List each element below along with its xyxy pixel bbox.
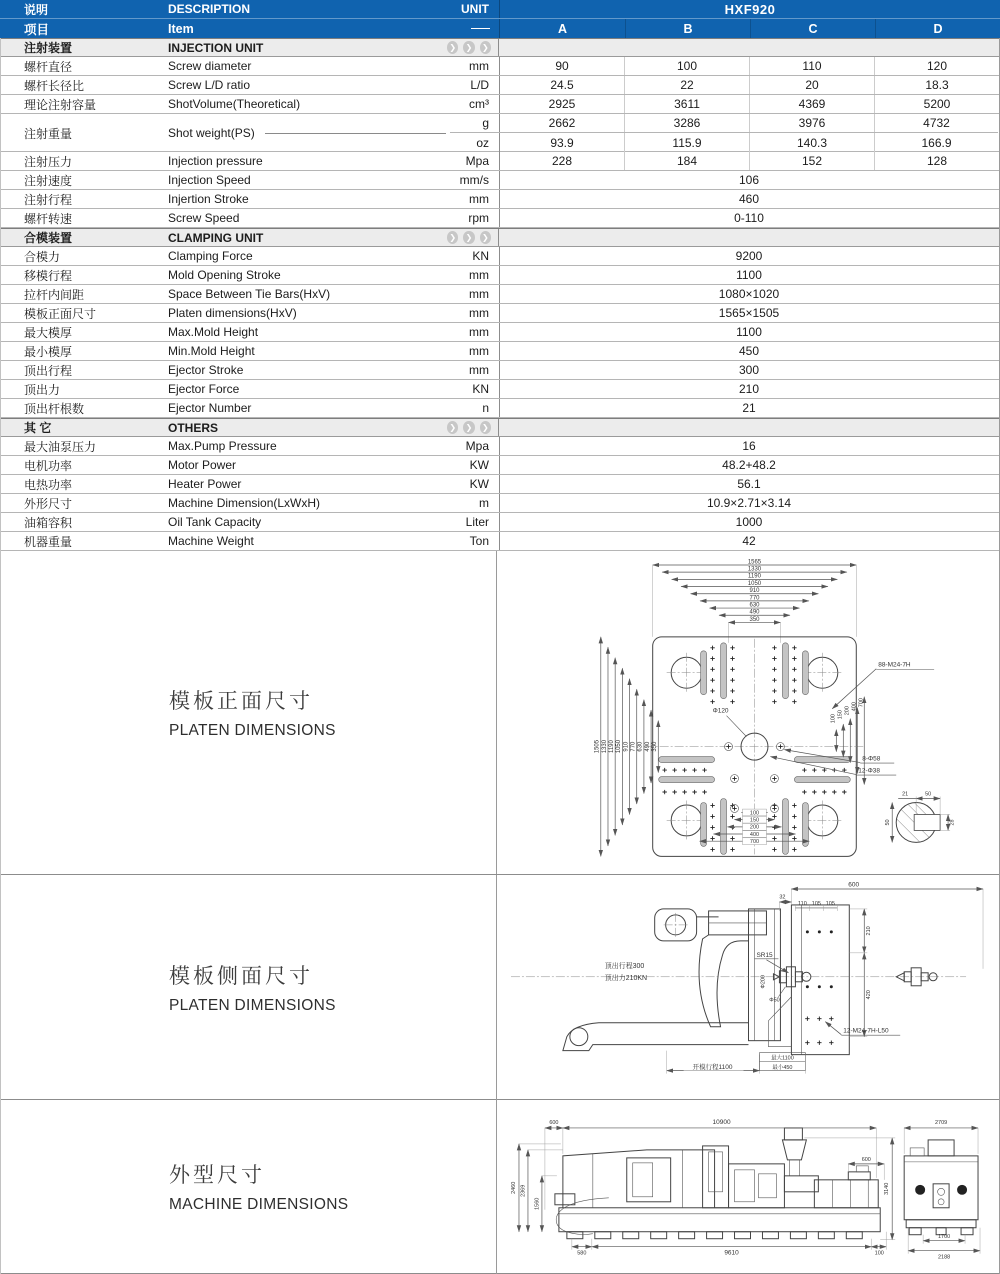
svg-text:490: 490: [749, 609, 760, 616]
row-label-en: Machine Weight: [168, 534, 254, 548]
value-d: 18.3: [925, 78, 949, 92]
svg-text:630: 630: [749, 602, 760, 609]
drawing-title-zh: 模板侧面尺寸: [169, 964, 313, 988]
row-label-zh: 螺杆直径: [24, 59, 73, 74]
svg-text:210: 210: [866, 926, 873, 936]
row-label-en: Injection pressure: [168, 154, 263, 168]
svg-text:110: 110: [798, 900, 807, 907]
row-unit: Mpa: [450, 152, 500, 170]
t-slot-detail-view: [864, 792, 956, 871]
row-label-en: Injection Speed: [168, 173, 251, 187]
drawing-canvas: [497, 875, 999, 1100]
row-label-zh: 机器重量: [24, 534, 73, 549]
table-row: [1, 152, 999, 171]
svg-text:10900: 10900: [712, 1118, 731, 1126]
svg-text:1700: 1700: [938, 1234, 951, 1241]
drawing-section-platen-side: [1, 875, 999, 1100]
value-c: 4369: [750, 95, 875, 113]
table-row: [1, 399, 999, 418]
svg-text:100: 100: [874, 1250, 884, 1257]
header-unit-dash: ——: [450, 19, 500, 38]
chevron-right-icon: ❯: [480, 41, 491, 54]
table-row: [1, 494, 999, 513]
clamping-mechanism-outline: [563, 909, 781, 1051]
spec-table-body: [0, 38, 1000, 551]
header-description: DESCRIPTION: [168, 2, 251, 16]
svg-text:Φ120: Φ120: [712, 707, 729, 715]
svg-text:顶出力210KN: 顶出力210KN: [604, 974, 648, 982]
svg-text:400: 400: [749, 831, 760, 838]
svg-text:12-Φ38: 12-Φ38: [858, 767, 880, 775]
row-label-en: Ejector Stroke: [168, 363, 244, 377]
svg-text:最大1100: 最大1100: [771, 1055, 794, 1062]
machine-end-view-outline: [904, 1140, 978, 1235]
row-unit: mm/s: [450, 171, 500, 189]
row-unit: mm: [450, 266, 500, 284]
value-span: 1080×1020: [718, 287, 780, 301]
row-label-en: Injertion Stroke: [168, 192, 249, 206]
svg-text:1560: 1560: [534, 1197, 541, 1210]
section-clamping-unit: [1, 228, 999, 247]
section-title-zh: 其 它: [24, 421, 52, 435]
row-unit: oz: [450, 133, 500, 152]
row-unit: KW: [450, 475, 500, 493]
row-label-zh: 顶出杆根数: [24, 401, 85, 416]
shot-weight-row-g: [450, 114, 998, 133]
row-unit: KW: [450, 456, 500, 474]
drawing-title-en: PLATEN DIMENSIONS: [169, 996, 336, 1014]
row-label-zh: 模板正面尺寸: [24, 306, 97, 321]
row-unit: Liter: [450, 513, 500, 531]
svg-text:700: 700: [858, 698, 865, 708]
table-row: [1, 285, 999, 304]
value-c: 3976: [750, 114, 875, 132]
svg-text:1505: 1505: [594, 739, 601, 754]
svg-text:Φ200: Φ200: [760, 975, 767, 989]
row-label-zh: 注射速度: [24, 173, 73, 188]
row-label-en: Clamping Force: [168, 249, 253, 263]
value-a: 24.5: [500, 76, 625, 94]
section-title-zh: 注射装置: [24, 41, 73, 55]
shot-weight-values: [450, 114, 998, 152]
row-label-zh: 电机功率: [24, 458, 73, 473]
value-d: 5200: [923, 97, 951, 111]
row-label-en: Oil Tank Capacity: [168, 515, 262, 529]
value-span: 10.9×2.71×3.14: [706, 496, 792, 510]
row-label-zh: 注射重量: [24, 126, 73, 141]
table-row: [1, 361, 999, 380]
svg-text:2188: 2188: [938, 1254, 951, 1261]
table-header-row-2: [0, 19, 1000, 38]
drawing-title-zh: 外型尺寸: [169, 1164, 265, 1188]
svg-text:910: 910: [749, 588, 760, 595]
svg-text:400: 400: [851, 702, 858, 712]
svg-text:630: 630: [637, 741, 644, 752]
chevron-right-icon: ❯: [480, 421, 491, 434]
header-col-d: D: [875, 19, 1000, 38]
row-label-en: Ejector Force: [168, 382, 240, 396]
row-label-en: [165, 114, 450, 152]
value-span: 106: [738, 173, 760, 187]
table-row: [1, 266, 999, 285]
row-label-zh: 螺杆转速: [24, 211, 73, 226]
drawing-title-zh: 模板正面尺寸: [169, 690, 313, 714]
value-b: 22: [625, 76, 750, 94]
shot-weight-row-oz: [450, 133, 998, 152]
row-label-en: Machine Dimension(LxWxH): [168, 496, 321, 510]
row-unit: m: [450, 494, 500, 512]
machine-dimensions-drawing: [497, 1100, 999, 1274]
value-c: 140.3: [750, 133, 875, 152]
section-title-en: CLAMPING UNIT: [168, 230, 264, 245]
svg-text:350: 350: [652, 741, 659, 752]
row-unit: KN: [450, 247, 500, 265]
svg-text:600: 600: [861, 1156, 871, 1163]
drawing-section-machine: [1, 1100, 999, 1274]
svg-text:150: 150: [837, 710, 844, 720]
value-span: 210: [738, 382, 760, 396]
section-title-en: OTHERS: [168, 420, 219, 435]
section-title-zh: 合模装置: [24, 231, 73, 245]
row-unit: mm: [450, 323, 500, 341]
header-col-a: A: [557, 21, 568, 36]
row-label-zh: 合模力: [24, 249, 61, 264]
svg-text:1565: 1565: [747, 559, 762, 566]
drawing-title-en: MACHINE DIMENSIONS: [169, 1196, 349, 1214]
row-label-zh: 最小模厚: [24, 344, 73, 359]
row-label-en: Space Between Tie Bars(HxV): [168, 287, 331, 301]
table-row: [1, 247, 999, 266]
svg-text:1050: 1050: [747, 580, 762, 587]
value-span: 1000: [735, 515, 763, 529]
value-b: 115.9: [625, 133, 750, 152]
row-unit: mm: [450, 342, 500, 360]
chevron-right-icon: ❯: [447, 41, 458, 54]
row-label-en: Screw Speed: [168, 211, 240, 225]
row-label-en: ShotVolume(Theoretical): [168, 97, 301, 111]
table-row: [1, 304, 999, 323]
svg-text:12-M24-7H-L50: 12-M24-7H-L50: [843, 1027, 889, 1035]
chevron-right-icon: ❯: [480, 231, 491, 244]
value-b: 3611: [625, 95, 750, 113]
svg-text:开模行程1100: 开模行程1100: [692, 1064, 733, 1072]
svg-text:200: 200: [749, 824, 760, 831]
value-span: 300: [738, 363, 760, 377]
svg-text:200: 200: [844, 706, 851, 716]
row-label-en: Ejector Number: [168, 401, 252, 415]
table-row: [1, 323, 999, 342]
row-label-zh: 顶出力: [24, 382, 61, 397]
svg-text:1050: 1050: [616, 739, 623, 754]
leader-line: [265, 133, 446, 134]
value-a: 90: [500, 57, 625, 75]
value-d: 166.9: [921, 135, 952, 150]
row-label-zh: 理论注射容量: [24, 97, 97, 112]
row-unit: Ton: [450, 532, 500, 550]
svg-text:最小450: 最小450: [772, 1065, 793, 1072]
drawing-title-en: PLATEN DIMENSIONS: [169, 722, 336, 740]
svg-text:88-M24-7H: 88-M24-7H: [878, 661, 911, 669]
svg-text:600: 600: [549, 1119, 559, 1126]
svg-text:8-Φ58: 8-Φ58: [862, 755, 881, 763]
machine-dimensions: [511, 1119, 980, 1261]
header-col-b: B: [625, 19, 750, 38]
value-span: 56.1: [737, 477, 761, 491]
table-row: [1, 437, 999, 456]
row-unit: L/D: [450, 76, 500, 94]
svg-text:21: 21: [902, 791, 909, 798]
value-span: 9200: [735, 249, 763, 263]
row-label-en: Motor Power: [168, 458, 237, 472]
value-span: 460: [738, 192, 760, 206]
value-b: 3286: [625, 114, 750, 132]
chevron-right-icon: ❯: [447, 421, 458, 434]
svg-text:150: 150: [749, 817, 760, 824]
table-header-row-1: [0, 0, 1000, 19]
row-label-en: Screw L/D ratio: [168, 78, 251, 92]
value-c: 152: [750, 152, 875, 170]
svg-text:50: 50: [885, 819, 892, 826]
platen-front-drawing: [497, 551, 999, 874]
section-title-en: INJECTION UNIT: [168, 40, 264, 55]
row-label-zh: 注射行程: [24, 192, 73, 207]
shot-weight-label: Shot weight(PS): [168, 126, 255, 140]
svg-text:770: 770: [630, 741, 637, 752]
svg-text:105: 105: [811, 900, 821, 907]
row-unit: mm: [450, 285, 500, 303]
value-a: 2662: [500, 114, 625, 132]
table-row: [1, 190, 999, 209]
svg-text:2460: 2460: [510, 1181, 517, 1194]
table-row: [1, 95, 999, 114]
svg-text:105: 105: [825, 900, 835, 907]
row-label-zh: 移模行程: [24, 268, 73, 283]
table-row: [1, 171, 999, 190]
chevron-right-icon: ❯: [463, 421, 474, 434]
value-d: 4732: [923, 116, 950, 130]
value-span: 450: [738, 344, 760, 358]
table-row: [1, 76, 999, 95]
row-label-en: Mold Opening Stroke: [168, 268, 281, 282]
value-span: 1565×1505: [718, 306, 780, 320]
table-row: [1, 380, 999, 399]
value-span: 0-110: [734, 211, 764, 225]
section-chevrons: [447, 419, 499, 436]
svg-text:600: 600: [848, 881, 860, 889]
svg-text:1190: 1190: [608, 740, 615, 754]
svg-text:28: 28: [949, 819, 956, 826]
chevron-right-icon: ❯: [463, 231, 474, 244]
section-injection-unit: [1, 38, 999, 57]
svg-text:9610: 9610: [724, 1249, 739, 1257]
svg-text:Φ50: Φ50: [769, 997, 780, 1004]
row-unit: cm³: [450, 95, 500, 113]
svg-text:910: 910: [623, 741, 630, 752]
drawing-title-block: [1, 551, 497, 874]
section-chevrons: [447, 229, 499, 246]
row-label-zh: 油箱容积: [24, 515, 73, 530]
row-label-en: Screw diameter: [168, 59, 252, 73]
header-item-en: Item: [168, 21, 194, 36]
value-span: 21: [742, 401, 756, 415]
svg-text:1190: 1190: [748, 573, 761, 580]
svg-text:100: 100: [830, 714, 837, 724]
top-dimension-chain: [653, 559, 857, 642]
svg-text:3140: 3140: [884, 1182, 891, 1195]
row-unit: mm: [450, 57, 500, 75]
value-d: 120: [926, 59, 948, 73]
header-unit: UNIT: [450, 0, 500, 18]
svg-text:350: 350: [749, 616, 760, 623]
row-label-zh: 外形尺寸: [24, 496, 73, 511]
row-label-zh: 电热功率: [24, 477, 73, 492]
row-label-en: Max.Mold Height: [168, 325, 259, 339]
header-say: 说明: [24, 2, 49, 17]
table-row: [1, 57, 999, 76]
row-unit: mm: [450, 304, 500, 322]
header-model: HXF920: [724, 1, 776, 17]
value-span: 42: [742, 534, 756, 548]
svg-text:700: 700: [749, 839, 760, 846]
drawing-canvas: [497, 551, 999, 874]
row-unit: KN: [450, 380, 500, 398]
svg-text:2369: 2369: [520, 1184, 527, 1197]
svg-text:490: 490: [644, 741, 651, 752]
value-b: 100: [625, 57, 750, 75]
value-d: 128: [926, 154, 948, 168]
value-a: 2925: [500, 95, 625, 113]
platen-side-drawing: [497, 875, 999, 1100]
value-span: 1100: [736, 325, 762, 339]
row-unit: mm: [450, 190, 500, 208]
value-a: 93.9: [500, 133, 625, 152]
row-label-zh: 螺杆长径比: [24, 78, 85, 93]
value-b: 184: [625, 152, 750, 170]
row-label-en: Max.Pump Pressure: [168, 439, 277, 453]
svg-text:50: 50: [925, 791, 932, 798]
row-label-en: Heater Power: [168, 477, 242, 491]
machine-side-outline: [555, 1128, 880, 1239]
value-c: 110: [750, 57, 875, 75]
row-unit: n: [450, 399, 500, 417]
svg-text:1330: 1330: [747, 566, 762, 573]
table-row: [1, 456, 999, 475]
header-item-zh: 项目: [24, 22, 50, 37]
drawing-title-block: [1, 1100, 497, 1274]
row-unit: g: [450, 114, 500, 132]
row-label-zh: 最大模厚: [24, 325, 73, 340]
row-unit: rpm: [450, 209, 500, 227]
value-c: 20: [750, 76, 875, 94]
chevron-right-icon: ❯: [447, 231, 458, 244]
row-label-en: Platen dimensions(HxV): [168, 306, 297, 320]
svg-text:420: 420: [866, 990, 873, 1000]
svg-text:SR15: SR15: [756, 951, 773, 959]
value-a: 228: [500, 152, 625, 170]
svg-text:770: 770: [749, 595, 760, 602]
svg-text:1330: 1330: [601, 739, 608, 754]
row-label-en: Min.Mold Height: [168, 344, 255, 358]
svg-text:顶出行程300: 顶出行程300: [604, 962, 645, 970]
section-others: [1, 418, 999, 437]
drawing-canvas: [497, 1100, 999, 1274]
row-unit: mm: [450, 361, 500, 379]
section-chevrons: [447, 39, 499, 56]
chevron-right-icon: ❯: [463, 41, 474, 54]
svg-text:32: 32: [779, 894, 786, 901]
svg-text:100: 100: [749, 810, 760, 817]
table-row-shot-weight: [1, 114, 999, 152]
row-label-zh: 最大油泵压力: [24, 439, 97, 454]
table-row: [1, 513, 999, 532]
table-row: [1, 532, 999, 551]
svg-text:580: 580: [577, 1250, 587, 1257]
header-col-c: C: [750, 19, 875, 38]
drawings-area: [0, 551, 1000, 1274]
row-label-zh: 顶出行程: [24, 363, 73, 378]
value-span: 48.2+48.2: [722, 458, 776, 472]
table-row: [1, 209, 999, 228]
table-row: [1, 475, 999, 494]
row-label-zh: 注射压力: [24, 154, 73, 169]
table-row: [1, 342, 999, 361]
svg-text:2709: 2709: [935, 1119, 948, 1126]
value-span: 16: [742, 439, 756, 453]
row-label-zh: 拉杆内间距: [24, 287, 85, 302]
row-unit: Mpa: [450, 437, 500, 455]
value-span: 1100: [736, 268, 762, 282]
drawing-title-block: [1, 875, 497, 1100]
drawing-section-platen-front: [1, 551, 999, 875]
